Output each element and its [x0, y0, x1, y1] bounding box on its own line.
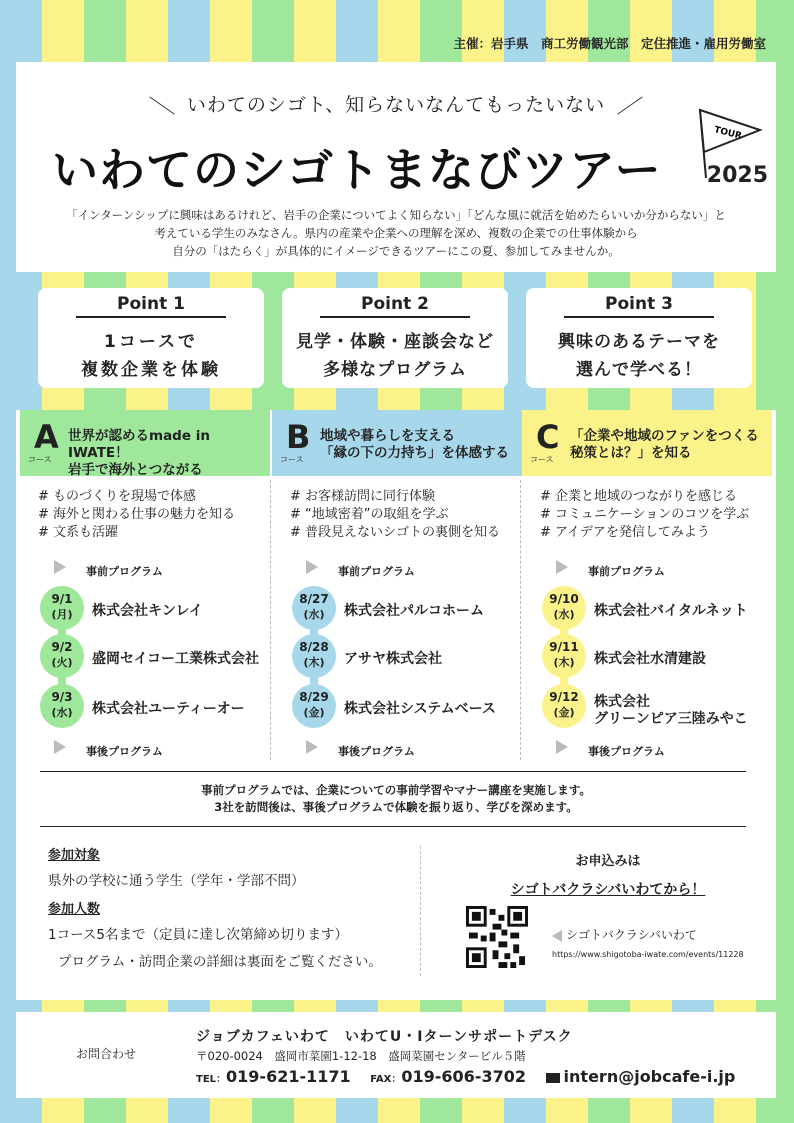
- contact-numbers: [196, 1067, 735, 1086]
- course-a-header: [20, 410, 270, 476]
- intro-line: 「インターンシップに興味はあるけれど、岩手の企業についてよく知らない」「どんな風に就活を始めたらいいか分からない」と: [66, 208, 726, 222]
- company-name: 株式会社 グリーンピア三陸みやこ: [594, 694, 748, 727]
- course-divider: [520, 480, 521, 760]
- tag-item: # アイデアを発信してみよう: [540, 525, 710, 540]
- company-name: 株式会社システムベース: [344, 701, 496, 717]
- course-b: [272, 410, 522, 765]
- eligibility-value: 県外の学校に通う学生（学年・学部不問）: [48, 873, 305, 889]
- course-label: コース: [280, 455, 304, 464]
- company-name: 盛岡セイコー工業株式会社: [92, 651, 260, 667]
- apply-link-text[interactable]: シゴトバクラシバいわてから！: [510, 882, 706, 898]
- arrow-right-icon: [306, 560, 318, 574]
- tag-item: # ものづくりを現場で体感: [38, 489, 197, 504]
- fax-label: FAX：: [370, 1074, 402, 1085]
- course-letter: C: [536, 418, 560, 456]
- mail-icon: [546, 1073, 560, 1083]
- divider-line: [40, 771, 746, 772]
- date-badge: 8/27 (水): [292, 586, 336, 630]
- apply-section: [468, 850, 748, 899]
- contact-address: 〒020-0024 盛岡市菜園1-12-18 盛岡菜園センタービル５階: [196, 1049, 526, 1063]
- arrow-right-icon: [54, 740, 66, 754]
- tag-item: # 企業と地域のつながりを感じる: [540, 489, 738, 504]
- course-tags: [290, 488, 500, 542]
- point-card-2: [282, 288, 508, 388]
- post-program-label: 事後プログラム: [86, 745, 163, 758]
- eligibility-label: 参加対象: [48, 848, 101, 863]
- tel-label: TEL：: [196, 1074, 227, 1085]
- triangle-left-icon: [552, 930, 562, 942]
- site-url[interactable]: https://www.shigotoba-iwate.com/events/11228: [552, 950, 744, 959]
- course-label: コース: [28, 455, 52, 464]
- site-link-label: シゴトバクラシバいわて: [566, 928, 697, 942]
- company-name: 株式会社パルコホーム: [344, 603, 484, 619]
- date-badge: 9/11 (木): [542, 634, 586, 678]
- tag-item: # お客様訪問に同行体験: [290, 489, 436, 504]
- point-desc: 選んで学べる！: [576, 360, 702, 380]
- point-card-1: [38, 288, 264, 388]
- contact-panel: [16, 1012, 776, 1098]
- point-title: Point 1: [76, 294, 226, 318]
- details-note: プログラム・訪問企業の詳細は裏面をご覧ください。: [58, 954, 382, 970]
- date-badge: 9/3 (水): [40, 684, 84, 728]
- date-badge: 9/12 (金): [542, 684, 586, 728]
- flag-text: TOUR: [713, 125, 743, 142]
- course-heading: 「企業や地域のファンをつくる: [570, 428, 759, 444]
- date-badge: 8/29 (金): [292, 684, 336, 728]
- course-heading: 地域や暮らしを支える: [320, 428, 455, 444]
- company-name: アサヤ株式会社: [344, 651, 442, 667]
- company-name: 株式会社水清建設: [594, 651, 706, 667]
- intro-line: 自分の「はたらく」が具体的にイメージできるツアーにこの夏、参加してみませんか。: [172, 244, 620, 258]
- arrow-right-icon: [556, 740, 568, 754]
- tag-item: # コミュニケーションのコツを学ぶ: [540, 507, 750, 522]
- program-note: [16, 782, 776, 816]
- capacity-section: [48, 898, 348, 943]
- course-c: [522, 410, 772, 765]
- arrow-right-icon: [306, 740, 318, 754]
- site-link[interactable]: [552, 926, 697, 943]
- course-c-header: [522, 410, 772, 476]
- organizer-text: 主催：岩手県 商工労働観光部 定住推進・雇用労働室: [453, 36, 766, 51]
- tag-item: # 普段見えないシゴトの裏側を知る: [290, 525, 501, 540]
- point-title: Point 2: [320, 294, 470, 318]
- tel-number[interactable]: 019-621-1171: [226, 1067, 351, 1086]
- point-title: Point 3: [564, 294, 714, 318]
- header-panel: [16, 62, 776, 272]
- note-line: 3社を訪問後は、事後プログラムで体験を振り返り、学びを深めます。: [214, 800, 578, 814]
- course-letter: B: [286, 418, 311, 456]
- course-heading: 岩手で海外とつながる: [68, 462, 203, 478]
- course-heading: 「縁の下の力持ち」を体感する: [320, 445, 509, 461]
- date-badge: 9/1 (月): [40, 586, 84, 630]
- contact-email[interactable]: intern@jobcafe-i.jp: [563, 1067, 736, 1086]
- qr-code-icon[interactable]: [466, 906, 528, 968]
- tagline-slash-left: [149, 96, 174, 114]
- note-line: 事前プログラムでは、企業についての事前学習やマナー講座を実施します。: [201, 783, 591, 797]
- company-name: 株式会社ユーティーオー: [92, 701, 245, 717]
- course-a: [20, 410, 270, 765]
- course-tags: [540, 488, 749, 542]
- tag-item: # 文系も活躍: [38, 525, 119, 540]
- section-divider: [420, 846, 421, 976]
- course-heading: 世界が認めるmade in IWATE！: [68, 428, 210, 461]
- tag-item: # “地域密着”の取組を学ぶ: [290, 507, 449, 522]
- point-desc: 興味のあるテーマを: [558, 332, 720, 352]
- date-badge: 9/10 (水): [542, 586, 586, 630]
- course-label: コース: [530, 455, 554, 464]
- course-divider: [270, 480, 271, 760]
- point-desc: 多様なプログラム: [323, 360, 467, 380]
- course-b-header: [272, 410, 522, 476]
- post-program-label: 事後プログラム: [338, 745, 415, 758]
- tagline-text: いわてのシゴト、知らないなんてもったいない: [186, 94, 606, 116]
- point-desc: 複数企業を体験: [81, 360, 221, 380]
- year: 2025: [706, 163, 768, 188]
- eligibility-section: [48, 844, 305, 889]
- fax-number: 019-606-3702: [401, 1067, 526, 1086]
- company-name: 株式会社キンレイ: [92, 603, 203, 619]
- arrow-right-icon: [556, 560, 568, 574]
- intro-text: [16, 206, 776, 260]
- arrow-right-icon: [54, 560, 66, 574]
- post-program-label: 事後プログラム: [588, 745, 665, 758]
- point-card-3: [526, 288, 752, 388]
- tagline-slash-right: [618, 96, 643, 114]
- tag-item: # 海外と関わる仕事の魅力を知る: [38, 507, 236, 522]
- date-badge: 8/28 (木): [292, 634, 336, 678]
- course-heading: 秘策とは？」を知る: [570, 445, 692, 461]
- company-name: 株式会社バイタルネット: [594, 603, 748, 619]
- capacity-value: 1コース5名まで（定員に達し次第締め切ります）: [48, 927, 349, 943]
- intro-line: 考えている学生のみなさん。県内の産業や企業への理解を深め、複数の企業での仕事体験から: [154, 226, 638, 240]
- pre-program-label: 事前プログラム: [86, 565, 163, 578]
- date-badge: 9/2 (火): [40, 634, 84, 678]
- apply-line: お申込みは: [575, 854, 641, 869]
- divider-line: [40, 826, 746, 827]
- pre-program-label: 事前プログラム: [588, 565, 665, 578]
- contact-label: お問合わせ: [76, 1047, 137, 1061]
- pre-program-label: 事前プログラム: [338, 565, 415, 578]
- course-tags: [38, 488, 235, 542]
- course-letter: A: [34, 418, 59, 456]
- page-title: いわてのシゴトまなびツアー: [52, 143, 662, 197]
- tagline: [16, 90, 776, 117]
- point-desc: 見学・体験・座談会など: [296, 332, 494, 352]
- courses-panel: [16, 410, 776, 1000]
- point-desc: 1コースで: [104, 332, 198, 352]
- contact-name: ジョブカフェいわて いわてU・Iターンサポートデスク: [196, 1029, 573, 1045]
- capacity-label: 参加人数: [48, 902, 101, 917]
